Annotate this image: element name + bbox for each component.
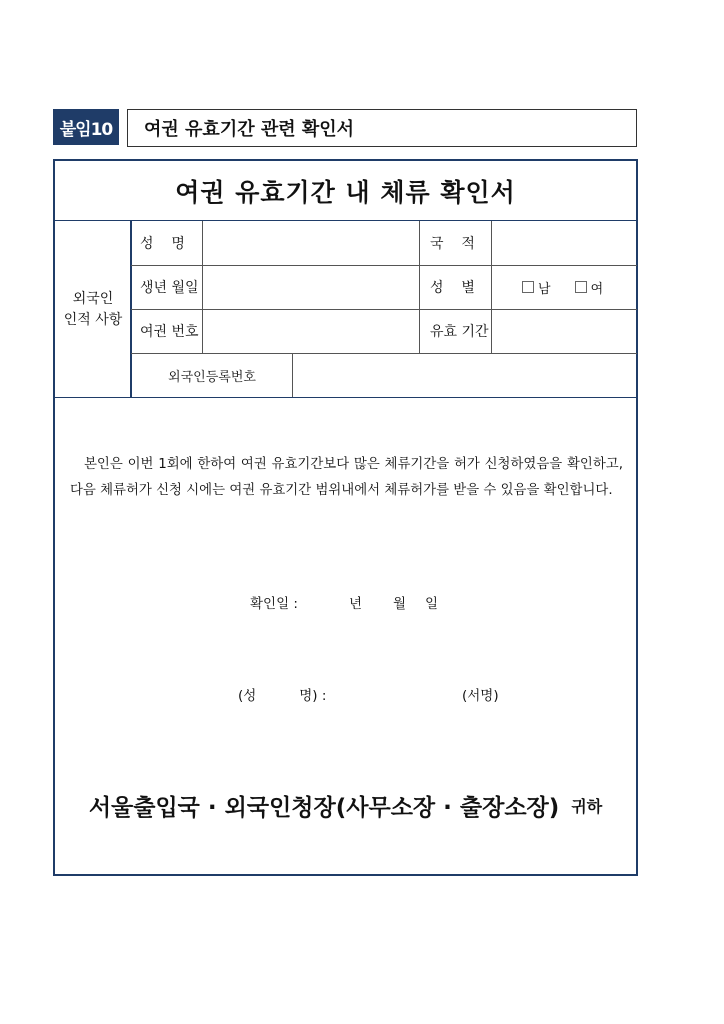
passport-no-label: 여권 번호 (140, 324, 199, 340)
date-month: 월 (393, 596, 407, 612)
confirmation-date (250, 592, 480, 612)
birth-field[interactable] (203, 266, 418, 308)
signature-label: (성 명) : (238, 688, 327, 704)
addressee-name: 서울출입국 · 외국인청장(사무소장 · 출장소장) (88, 794, 560, 821)
validity-label: 유효 기간 (430, 324, 489, 340)
divider (419, 221, 420, 353)
addressee (53, 783, 638, 827)
alien-reg-no-label: 외국인등록번호 (168, 369, 256, 385)
addressee-suffix: 귀하 (571, 796, 603, 816)
male-option-label: 남 (538, 281, 551, 297)
personal-info-label-line2: 인적 사항 (63, 312, 123, 328)
signature-mark: (서명) (462, 688, 499, 704)
sex-options (522, 265, 632, 309)
form-title: 여권 유효기간 내 체류 확인서 (175, 178, 516, 207)
date-day: 일 (425, 596, 439, 612)
male-checkbox[interactable] (522, 281, 534, 293)
female-option-label: 여 (590, 281, 604, 297)
name-field[interactable] (203, 222, 418, 264)
document-heading: 여권 유효기간 관련 확인서 (127, 109, 637, 147)
female-checkbox[interactable] (575, 281, 587, 293)
nationality-field[interactable] (492, 222, 636, 264)
confirmation-text (70, 452, 623, 504)
sex-label: 성 별 (430, 280, 475, 296)
date-year: 년 (349, 596, 363, 612)
nationality-label: 국 적 (430, 236, 475, 252)
personal-info-label-line1: 외국인 (72, 291, 114, 307)
date-label: 확인일 : (250, 596, 298, 612)
validity-field[interactable] (492, 310, 636, 352)
personal-info-label (55, 222, 131, 398)
attachment-badge: 붙임10 (53, 109, 119, 145)
alien-reg-no-field[interactable] (293, 354, 636, 396)
confirmation-text-body: 본인은 이번 1회에 한하여 여권 유효기간보다 많은 체류기간을 허가 신청하였음을 확인하고, 다음 체류허가 신청 시에는 여권 유효기간 범위내에서 체류허가를 받을 수 있음을 확인합니다. (70, 457, 623, 498)
passport-no-field[interactable] (203, 310, 418, 352)
name-label: 성 명 (140, 236, 185, 252)
birth-label: 생년 월일 (140, 280, 199, 296)
divider (53, 397, 638, 398)
